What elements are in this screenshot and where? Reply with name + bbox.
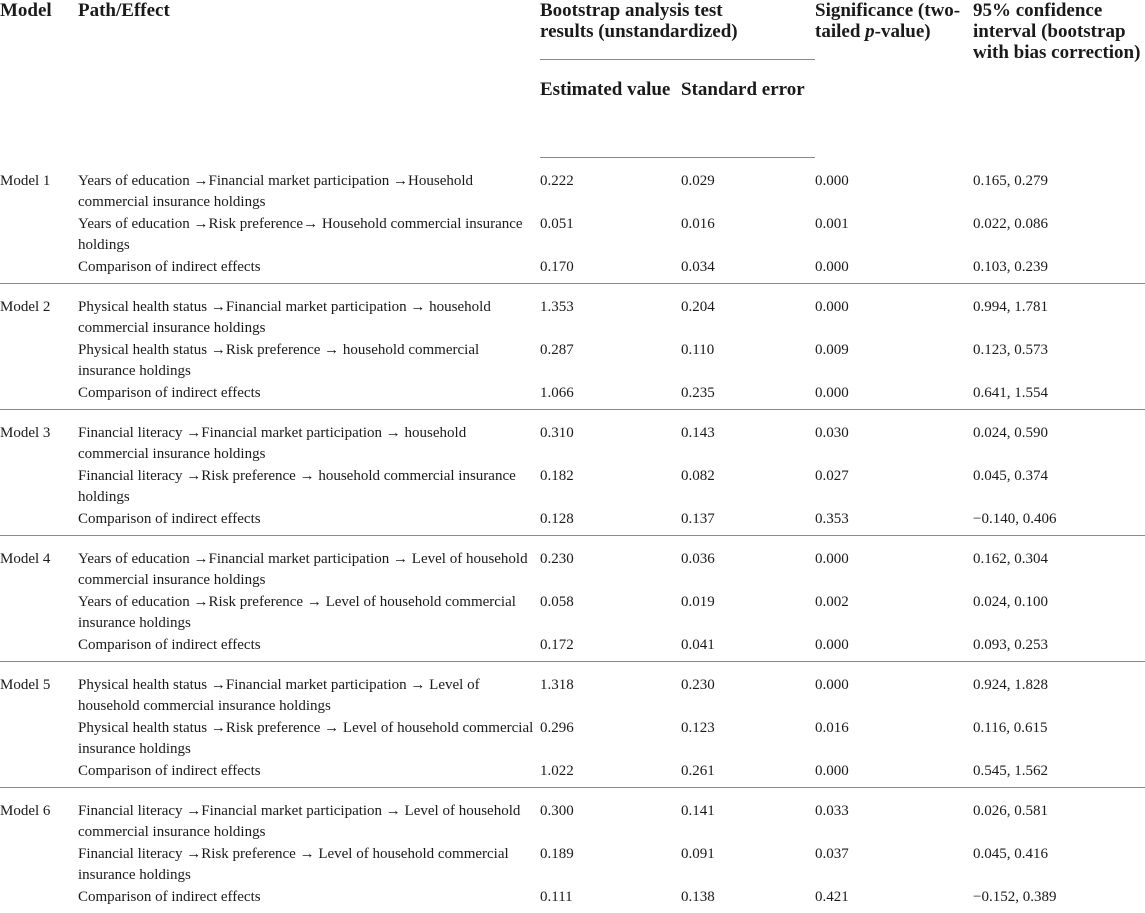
cell-significance: 0.000 xyxy=(815,382,973,410)
cell-standard-error: 0.235 xyxy=(681,382,815,410)
cell-estimated-value: 0.300 xyxy=(540,802,574,819)
cell-estimated-value: 1.022 xyxy=(540,760,681,788)
cell-path: Financial literacy →Risk preference → household commercial insurance holdings xyxy=(78,467,516,505)
cell-estimated-value: 1.318 xyxy=(540,676,574,693)
cell-estimated-value: 0.230 xyxy=(540,550,574,567)
cell-confidence-interval: 0.045, 0.416 xyxy=(973,845,1048,862)
cell-model: Model 3 xyxy=(0,424,51,441)
cell-path: Physical health status →Financial market participation → Level of household commercial insurance holdings xyxy=(78,676,480,714)
cell-model xyxy=(0,843,78,886)
cell-estimated-value: 0.172 xyxy=(540,634,681,662)
table-row xyxy=(0,382,1145,410)
cell-path: Comparison of indirect effects xyxy=(78,382,540,410)
table-row xyxy=(0,661,1145,717)
cell-estimated-value: 0.170 xyxy=(540,256,681,284)
table-row xyxy=(0,508,1145,536)
cell-estimated-value: 0.058 xyxy=(540,593,574,610)
cell-path: Physical health status →Risk preference → Level of household commercial insurance holdings xyxy=(78,719,534,757)
cell-significance: 0.000 xyxy=(815,298,849,315)
cell-model xyxy=(0,213,78,256)
cell-confidence-interval: 0.924, 1.828 xyxy=(973,676,1048,693)
cell-significance: 0.009 xyxy=(815,341,849,358)
cell-standard-error: 0.110 xyxy=(681,341,715,358)
cell-estimated-value: 0.296 xyxy=(540,719,574,736)
cell-standard-error: 0.138 xyxy=(681,888,715,905)
cell-path: Financial literacy →Financial market participation → household commercial insurance holdings xyxy=(78,424,467,462)
table-row xyxy=(0,843,1145,886)
header-significance-text-b: -value) xyxy=(874,21,931,42)
cell-estimated-value: 1.353 xyxy=(540,298,574,315)
cell-significance: 0.000 xyxy=(815,676,849,693)
cell-standard-error: 0.261 xyxy=(681,760,815,788)
cell-path: Years of education →Risk preference→ Household commercial insurance holdings xyxy=(78,215,523,253)
cell-standard-error: 0.230 xyxy=(681,676,715,693)
cell-model xyxy=(0,465,78,508)
cell-estimated-value: 0.189 xyxy=(540,845,574,862)
table-row xyxy=(0,213,1145,256)
cell-confidence-interval: 0.165, 0.279 xyxy=(973,172,1048,189)
header-bootstrap: Bootstrap analysis test results (unstandardized) xyxy=(540,0,815,60)
cell-path: Comparison of indirect effects xyxy=(78,888,261,905)
cell-confidence-interval: −0.152, 0.389 xyxy=(973,888,1057,905)
table-row xyxy=(0,283,1145,339)
cell-significance: 0.000 xyxy=(815,760,973,788)
table-row xyxy=(0,717,1145,760)
cell-confidence-interval: 0.641, 1.554 xyxy=(973,382,1145,410)
cell-model: Model 6 xyxy=(0,802,51,819)
table-row xyxy=(0,339,1145,382)
cell-model xyxy=(0,339,78,382)
cell-significance: 0.001 xyxy=(815,215,849,232)
cell-significance: 0.037 xyxy=(815,845,849,862)
cell-model xyxy=(0,508,78,536)
header-standard-error: Standard error xyxy=(681,60,815,158)
table-row xyxy=(0,760,1145,788)
cell-path: Physical health status →Risk preference → household commercial insurance holdings xyxy=(78,341,480,379)
cell-standard-error: 0.029 xyxy=(681,173,715,189)
table-row xyxy=(0,787,1145,843)
cell-confidence-interval: 0.022, 0.086 xyxy=(973,215,1048,232)
cell-standard-error: 0.091 xyxy=(681,845,715,862)
cell-model: Model 4 xyxy=(0,550,51,567)
cell-significance: 0.033 xyxy=(815,802,849,819)
table-row xyxy=(0,634,1145,662)
table-row xyxy=(0,256,1145,284)
cell-model xyxy=(0,591,78,634)
cell-confidence-interval: 0.103, 0.239 xyxy=(973,256,1145,284)
cell-estimated-value: 0.182 xyxy=(540,467,574,484)
cell-model: Model 2 xyxy=(0,298,51,315)
cell-significance: 0.027 xyxy=(815,467,849,484)
table-row xyxy=(0,591,1145,634)
cell-confidence-interval: 0.093, 0.253 xyxy=(973,634,1145,662)
cell-model: Model 1 xyxy=(0,172,51,189)
cell-significance: 0.000 xyxy=(815,634,973,662)
cell-confidence-interval: 0.545, 1.562 xyxy=(973,760,1145,788)
header-estimated-value: Estimated value xyxy=(540,60,681,158)
cell-standard-error: 0.137 xyxy=(681,508,815,536)
cell-path: Comparison of indirect effects xyxy=(78,508,540,536)
cell-estimated-value: 0.310 xyxy=(540,424,574,441)
cell-path: Comparison of indirect effects xyxy=(78,760,540,788)
table-row xyxy=(0,409,1145,465)
header-significance-text-a: Significance (two-tailed xyxy=(815,0,961,42)
cell-path: Financial literacy →Financial market participation → Level of household commercial insurance holdings xyxy=(78,802,521,840)
cell-model xyxy=(0,886,78,913)
cell-confidence-interval: 0.024, 0.590 xyxy=(973,424,1048,441)
cell-path: Years of education →Risk preference → Level of household commercial insurance holdings xyxy=(78,593,516,631)
cell-model xyxy=(0,634,78,662)
cell-significance: 0.030 xyxy=(815,424,849,441)
cell-standard-error: 0.141 xyxy=(681,802,715,819)
cell-significance: 0.016 xyxy=(815,719,849,736)
cell-standard-error: 0.036 xyxy=(681,550,715,567)
cell-confidence-interval: 0.024, 0.100 xyxy=(973,593,1048,610)
table-body xyxy=(0,158,1145,913)
cell-model: Model 5 xyxy=(0,676,51,693)
table-row xyxy=(0,535,1145,591)
cell-significance: 0.000 xyxy=(815,256,973,284)
cell-standard-error: 0.041 xyxy=(681,634,815,662)
cell-confidence-interval: 0.994, 1.781 xyxy=(973,298,1048,315)
cell-confidence-interval: 0.162, 0.304 xyxy=(973,550,1048,567)
cell-path: Years of education →Financial market participation →Household commercial insurance holdings xyxy=(78,172,474,210)
cell-confidence-interval: 0.026, 0.581 xyxy=(973,802,1048,819)
table-row xyxy=(0,158,1145,213)
cell-estimated-value: 0.111 xyxy=(540,888,573,905)
cell-standard-error: 0.019 xyxy=(681,593,715,610)
cell-confidence-interval: 0.045, 0.374 xyxy=(973,467,1048,484)
cell-path: Comparison of indirect effects xyxy=(78,634,540,662)
cell-estimated-value: 1.066 xyxy=(540,382,681,410)
cell-estimated-value: 0.222 xyxy=(540,173,574,189)
cell-standard-error: 0.204 xyxy=(681,298,715,315)
cell-path: Comparison of indirect effects xyxy=(78,256,540,284)
cell-significance: 0.421 xyxy=(815,888,849,905)
cell-path: Financial literacy →Risk preference → Level of household commercial insurance holdings xyxy=(78,845,509,883)
cell-standard-error: 0.123 xyxy=(681,719,715,736)
cell-confidence-interval: −0.140, 0.406 xyxy=(973,508,1145,536)
header-significance-p: p xyxy=(865,21,875,42)
cell-significance: 0.000 xyxy=(815,172,849,189)
cell-estimated-value: 0.287 xyxy=(540,341,574,358)
table-row xyxy=(0,886,1145,913)
cell-estimated-value: 0.051 xyxy=(540,215,574,232)
cell-standard-error: 0.034 xyxy=(681,256,815,284)
cell-confidence-interval: 0.116, 0.615 xyxy=(973,719,1048,736)
cell-path: Physical health status →Financial market participation → household commercial insurance holdings xyxy=(78,298,491,336)
cell-confidence-interval: 0.123, 0.573 xyxy=(973,341,1048,358)
cell-standard-error: 0.082 xyxy=(681,467,715,484)
cell-model xyxy=(0,717,78,760)
cell-standard-error: 0.143 xyxy=(681,424,715,441)
cell-significance: 0.002 xyxy=(815,593,849,610)
cell-path: Years of education →Financial market participation → Level of household commercial insurance holdings xyxy=(78,550,528,588)
cell-model xyxy=(0,256,78,284)
table-header xyxy=(0,0,1145,158)
cell-estimated-value: 0.128 xyxy=(540,508,681,536)
cell-model xyxy=(0,760,78,788)
header-model: Model xyxy=(0,0,52,21)
header-path: Path/Effect xyxy=(78,0,170,21)
table-row xyxy=(0,465,1145,508)
cell-significance: 0.353 xyxy=(815,508,973,536)
cell-significance: 0.000 xyxy=(815,550,849,567)
cell-model xyxy=(0,382,78,410)
header-confidence-interval: 95% confidence interval (bootstrap with bias correction) xyxy=(973,0,1141,63)
header-significance xyxy=(815,0,973,158)
cell-standard-error: 0.016 xyxy=(681,215,715,232)
